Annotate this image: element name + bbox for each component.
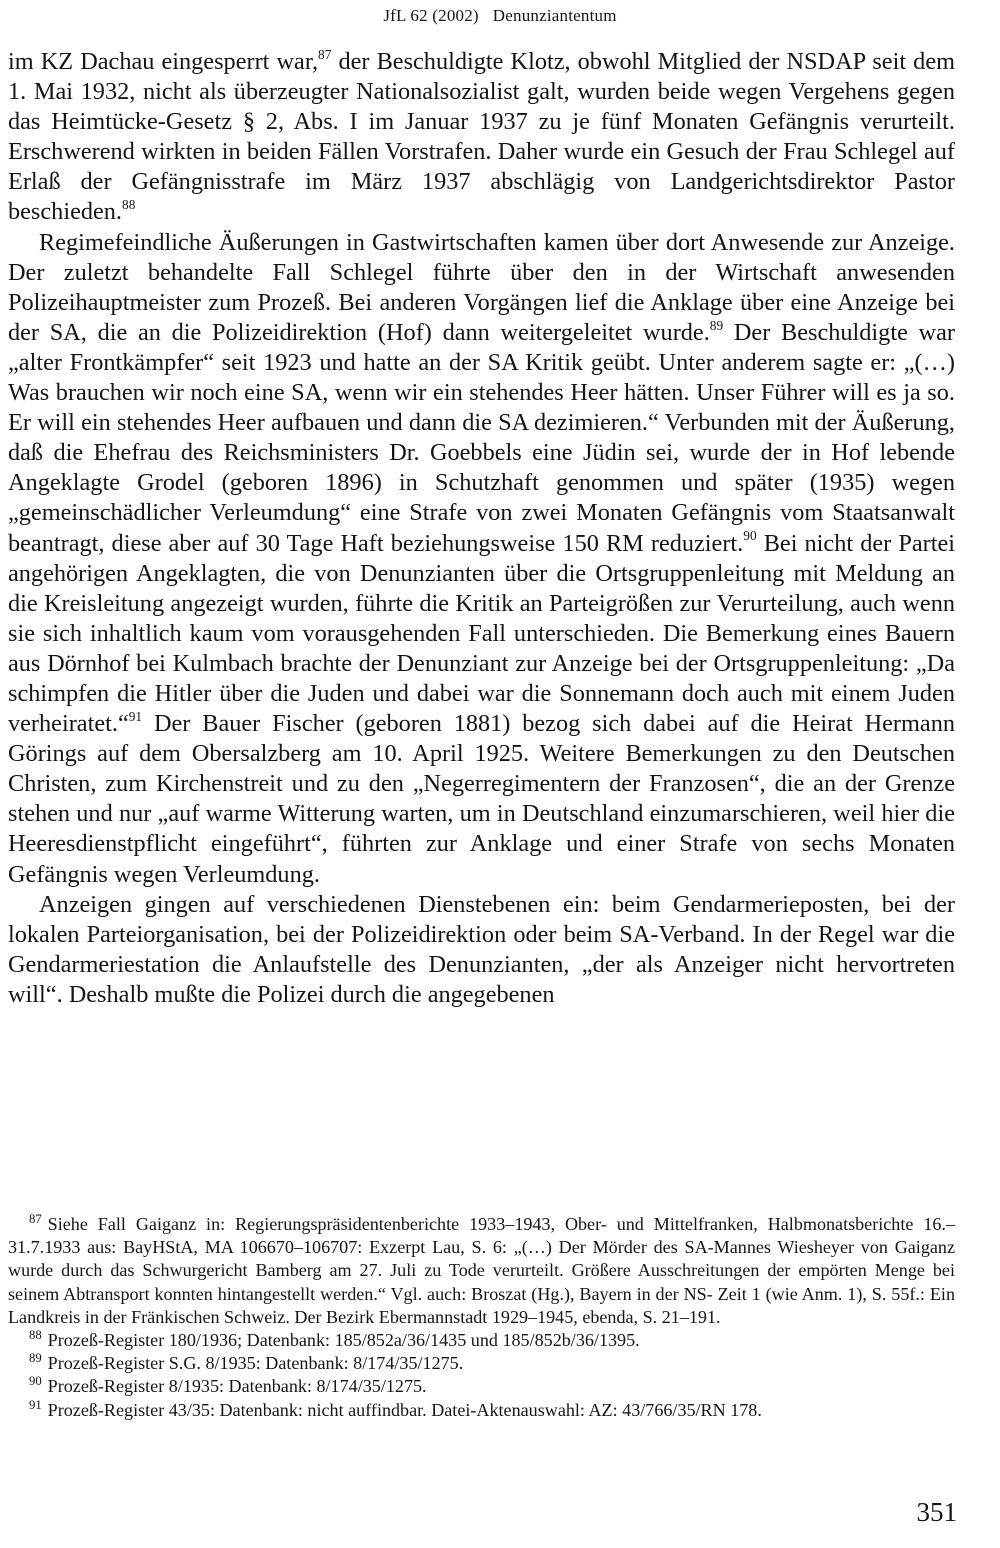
footnote-number: 90 — [29, 1374, 42, 1389]
footnote — [8, 1375, 955, 1398]
text-run: Der Bauer Fischer (geboren 1881) bezog sich dabei auf die Heirat Hermann Görings auf dem Obersalzberg am 10. April 1925. Weitere Bemerkungen zu den Deutschen Christen, zum Kirchenstreit und zu den „Negerregimentern der Franzosen“, die an der Grenze stehen und nur „auf warme Witterung warten, um in Deutschland einzumarschieren, weil hier die Heeresdienstpflicht eingeführt“, führten zur Anklage und einer Strafe von sechs Monaten Gefängnis wegen Verleumdung. — [8, 710, 955, 888]
footnote-text: Prozeß-Register 8/1935: Datenbank: 8/174/35/1275. — [47, 1376, 427, 1397]
footnote-ref[interactable]: 89 — [709, 317, 724, 333]
footnote — [8, 1399, 955, 1422]
text-run: Bei nicht der Partei angehörigen Angeklagten, die von Denunzianten über die Ortsgruppenleitung mit Meldung an die Kreisleitung angezeigt wurden, führte die Kritik an Parteigrößen zur Verurteilung, auch wenn sie sich inhaltlich kaum vom vorausgehenden Fall unterschieden. Die Bemerkung eines Bauern aus Dörnhof bei Kulmbach brachte der Denunziant zur Anzeige bei der Ortsgruppenleitung: „Da schimpfen die Hitler über die Juden und dabei war die Sonnemann doch auch mit einem Juden verheiratet.“ — [8, 529, 955, 738]
footnote-ref[interactable]: 87 — [318, 46, 332, 62]
chapter-title: Denunziantentum — [492, 6, 617, 25]
text-run: Der Beschuldigte war „alter Frontkämpfer“ seit 1923 und hatte an der SA Kritik geübt. Unter anderem sagte er: „(…) Was brauchen wir noch eine SA, wenn wir ein stehendes Heer hätten. Unser Führer will es ja so. Er will ein stehendes Heer aufbauen und dann die SA dezimieren.“ Verbunden mit der Äußerung, daß die Ehefrau des Reichsministers Dr. Goebbels eine Jüdin sei, wurde der in Hof lebende Angeklagte Grodel (geboren 1896) in Schutzhaft genommen und später (1935) wegen „gemeinschädlicher Verleumdung“ eine Strafe von zwei Monaten Gefängnis vom Staatsanwalt beantragt, diese aber auf 30 Tage Haft beziehungsweise 150 RM reduziert. — [8, 318, 955, 557]
page-number: 351 — [916, 1497, 957, 1527]
footnote-ref[interactable]: 88 — [122, 197, 136, 213]
text-run: der Beschuldigte Klotz, obwohl Mitglied der NSDAP seit dem 1. Mai 1932, nicht als überzeugter Nationalsozialist galt, wurden beide wegen Vergehens gegen das Heimtücke-Gesetz § 2, Abs. I im Januar 1937 zu je fünf Monaten Gefängnis verurteilt. Erschwerend wirkten in beiden Fällen Vorstrafen. Daher wurde ein Gesuch der Frau Schlegel auf Erlaß der Gefängnisstrafe im März 1937 abschlägig von Landgerichtsdirektor Pastor beschieden. — [8, 48, 955, 226]
paragraph — [8, 228, 955, 890]
text-run: Anzeigen gingen auf verschiedenen Dienstebenen ein: beim Gendarmerieposten, bei der lokalen Parteiorganisation, bei der Polizeidirektion oder beim SA-Verband. In der Regel war die Gendarmeriestation die Anlaufstelle des Denunzianten, „der als Anzeiger nicht hervortreten will“. Deshalb mußte die Polizei durch die angegebenen — [8, 890, 955, 1008]
running-head — [0, 4, 1000, 28]
footnote-ref[interactable]: 90 — [743, 528, 757, 544]
paragraph — [8, 890, 955, 1010]
footnote-text: Prozeß-Register 180/1936; Datenbank: 185/852a/36/1435 und 185/852b/36/1395. — [47, 1330, 640, 1351]
footnote-ref[interactable]: 91 — [128, 709, 143, 725]
footnote-number: 87 — [29, 1212, 42, 1227]
footnote-number: 91 — [29, 1397, 42, 1412]
footnotes — [8, 1213, 955, 1422]
journal-reference: JfL 62 (2002) — [383, 6, 479, 25]
footnote — [8, 1213, 955, 1329]
text-run: im KZ Dachau eingesperrt war, — [8, 48, 319, 75]
footnote-text: Siehe Fall Gaiganz in: Regierungspräsidentenberichte 1933–1943, Ober- und Mittelfranken, Halbmonatsberichte 16.–31.7.1933 aus: BayHStA, MA 106670–106707: Exzerpt Lau, S. 6: „(…) Der Mörder des SA-Mannes Wiesheyer von Gaiganz wurde durch das Schwurgericht Bamberg am 27. Juli zu Tode verurteilt. Größere Ausschreitungen der empörten Menge bei seinem Abtransport konnten hintangestellt werden.“ Vgl. auch: Broszat (Hg.), Bayern in der NS- Zeit 1 (wie Anm. 1), S. 55f.: Ein Landkreis in der Fränkischen Schweiz. Der Bezirk Ebermannstadt 1929–1945, ebenda, S. 21–191. — [8, 1214, 955, 1327]
text-run: Regimefeindliche Äußerungen in Gastwirtschaften kamen über dort Anwesende zur Anzeige. Der zuletzt behandelte Fall Schlegel führte über den in der Wirtschaft anwesenden Polizeihauptmeister zum Prozeß. Bei anderen Vorgängen lief die Anklage über eine Anzeige bei der SA, die an die Polizeidirektion (Hof) dann weitergeleitet wurde. — [8, 228, 955, 346]
footnote — [8, 1352, 955, 1375]
footnote-number: 89 — [29, 1351, 42, 1366]
footnote-text: Prozeß-Register S.G. 8/1935: Datenbank: 8/174/35/1275. — [47, 1353, 464, 1374]
footnote-text: Prozeß-Register 43/35: Datenbank: nicht auffindbar. Datei-Aktenauswahl: AZ: 43/766/35/RN 178. — [47, 1399, 762, 1420]
paragraph — [8, 47, 955, 228]
body-text — [8, 47, 955, 1010]
footnote-number: 88 — [29, 1328, 42, 1343]
footnote — [8, 1329, 955, 1352]
